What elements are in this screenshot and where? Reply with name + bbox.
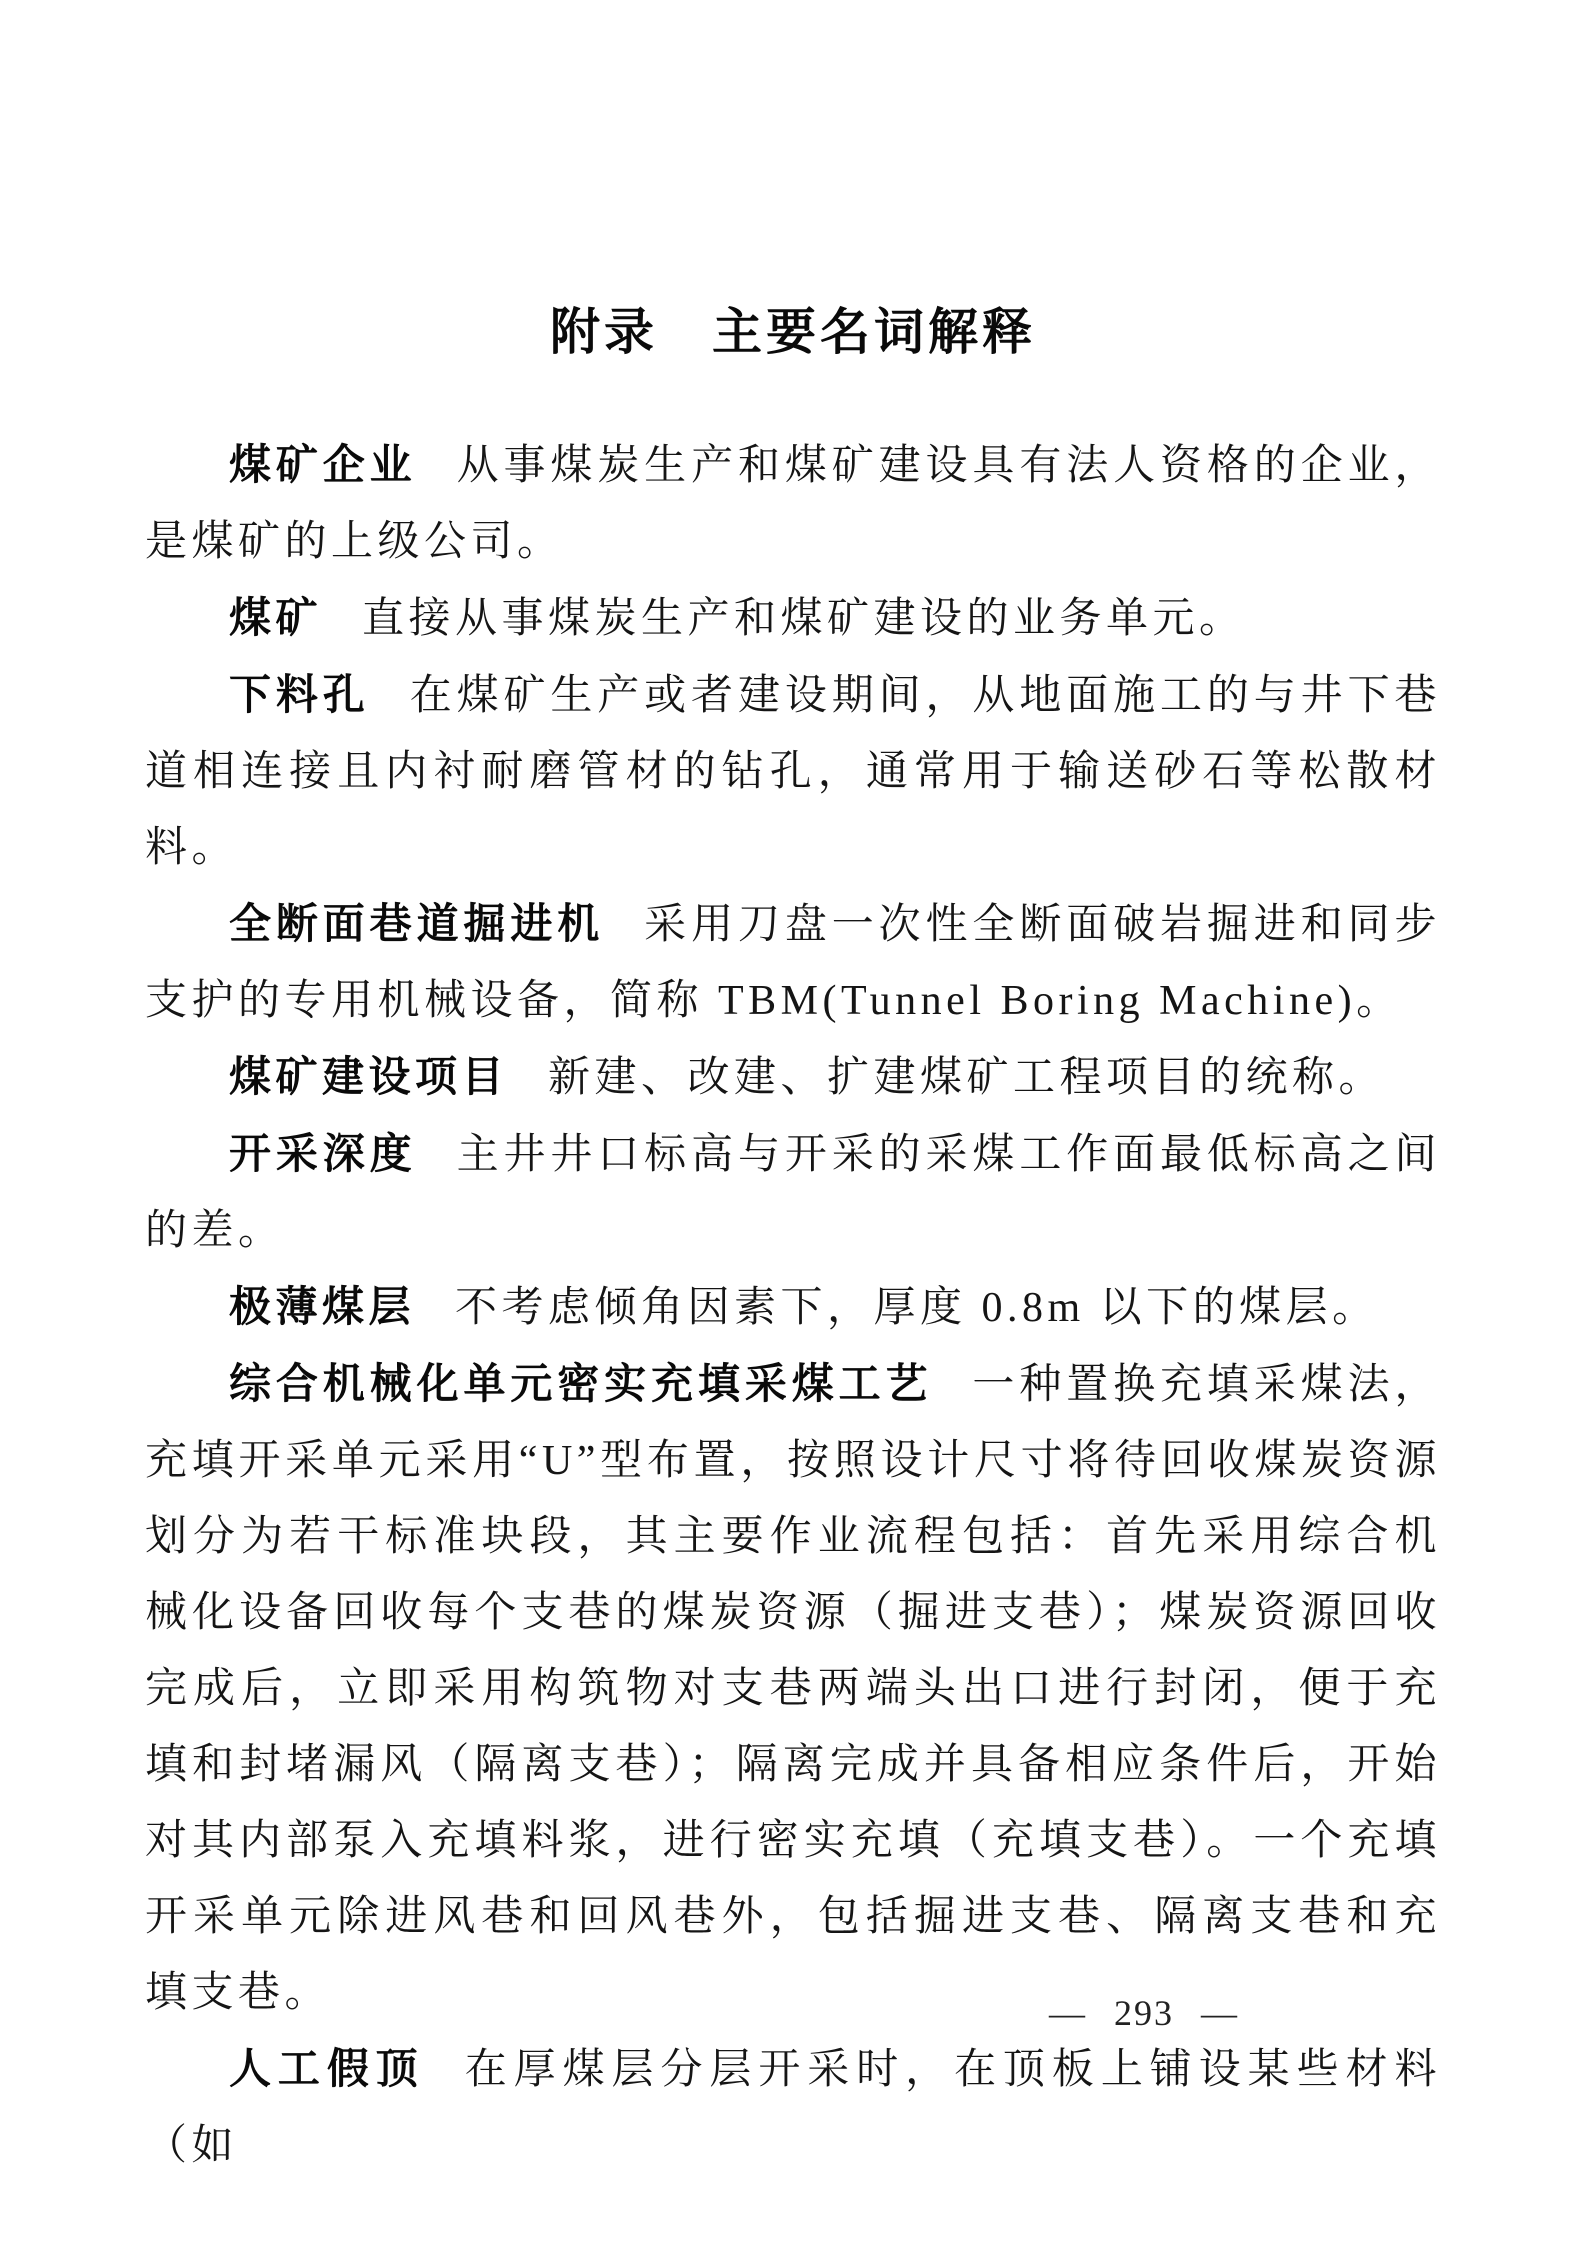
term-label: 下料孔 xyxy=(229,671,370,718)
definition-text: 一种置换充填采煤法，充填开采单元采用“U”型布置，按照设计尺寸将待回收煤炭资源划分为若干标准块段，其主要作业流程包括：首先采用综合机械化设备回收每个支巷的煤炭资源（掘进支巷）；煤炭资源回收完成后，立即采用构筑物对支巷两端头出口进行封闭，便于充填和封堵漏风（隔离支巷）；隔离完成并具备相应条件后，开始对其内部泵入充填料浆，进行密实充填（充填支巷）。一个充填开采单元除进风巷和回风巷外，包括掘进支巷、隔离支巷和充填支巷。 xyxy=(145,1362,1441,2016)
term-label: 煤矿 xyxy=(229,594,323,641)
term-label: 综合机械化单元密实充填采煤工艺 xyxy=(229,1360,933,1407)
definition-text: 新建、改建、扩建煤矿工程项目的统称。 xyxy=(548,1055,1386,1101)
appendix-title: 附录 主要名词解释 xyxy=(550,304,1036,360)
definition-text: 在厚煤层分层开采时，在顶板上铺设某些材料（如 xyxy=(145,2047,1441,2169)
term-label: 开采深度 xyxy=(229,1130,417,1177)
definition-entry xyxy=(145,657,1441,886)
term-label: 极薄煤层 xyxy=(229,1283,416,1330)
definition-text: 不考虑倾角因素下，厚度 0.8m 以下的煤层。 xyxy=(455,1285,1379,1331)
definition-text: 直接从事煤炭生产和煤矿建设的业务单元。 xyxy=(362,596,1246,642)
definition-entry xyxy=(145,427,1441,580)
term-label: 全断面巷道掘进机 xyxy=(229,900,605,947)
definition-text: 采用刀盘一次性全断面破岩掘进和同步支护的专用机械设备，简称 TBM(Tunnel Boring Machine)。 xyxy=(145,902,1441,1024)
definition-entry xyxy=(145,1269,1441,1346)
term-label: 煤矿建设项目 xyxy=(229,1053,509,1100)
definition-text: 在煤矿生产或者建设期间，从地面施工的与井下巷道相连接且内衬耐磨管材的钻孔，通常用于输送砂石等松散材料。 xyxy=(145,673,1441,871)
definition-entry xyxy=(145,580,1441,657)
definitions-list xyxy=(145,427,1441,2184)
definition-entry xyxy=(145,886,1441,1039)
definition-entry xyxy=(145,1346,1441,2031)
definition-text: 从事煤炭生产和煤矿建设具有法人资格的企业，是煤矿的上级公司。 xyxy=(145,443,1441,565)
definition-text: 主井井口标高与开采的采煤工作面最低标高之间的差。 xyxy=(145,1132,1441,1254)
term-label: 人工假顶 xyxy=(229,2045,425,2092)
term-label: 煤矿企业 xyxy=(229,441,417,488)
page-number: — 293 — xyxy=(1049,1993,1239,2033)
definition-entry xyxy=(145,1116,1441,1269)
definition-entry xyxy=(145,1039,1441,1116)
definition-entry xyxy=(145,2031,1441,2184)
